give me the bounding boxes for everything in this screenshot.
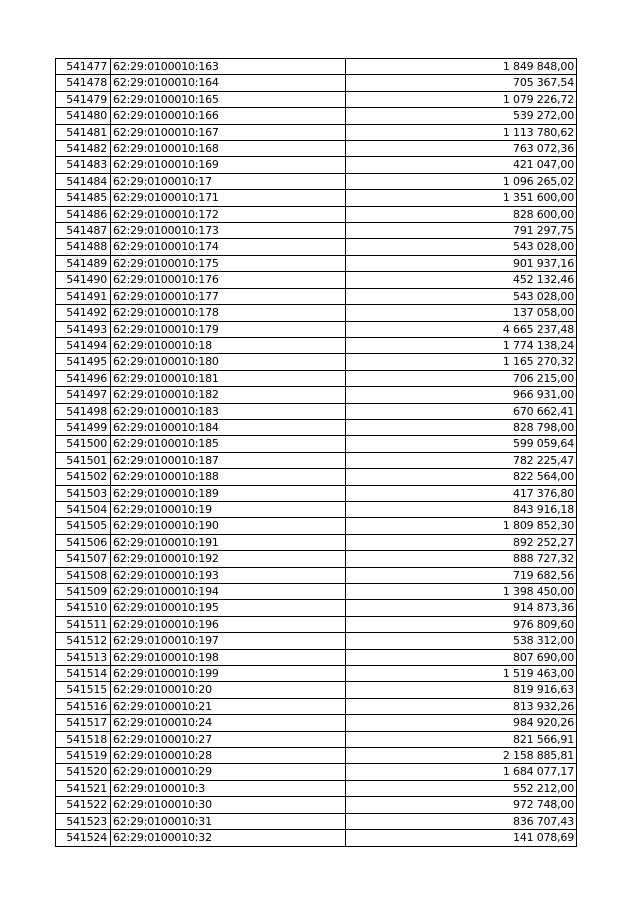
row-id-cell: 541513 [56,649,111,665]
row-id-cell: 541478 [56,75,111,91]
row-id-cell: 541484 [56,173,111,189]
cadastral-value-cell: 1 079 226,72 [346,91,577,107]
cadastral-number-cell: 62:29:0100010:24 [111,715,346,731]
cadastral-value-cell: 901 937,16 [346,255,577,271]
row-id-cell: 541487 [56,223,111,239]
row-id-cell: 541490 [56,272,111,288]
cadastral-number-cell: 62:29:0100010:181 [111,370,346,386]
cadastral-number-cell: 62:29:0100010:188 [111,469,346,485]
cadastral-number-cell: 62:29:0100010:187 [111,452,346,468]
row-id-cell: 541499 [56,419,111,435]
cadastral-value-cell: 705 367,54 [346,75,577,91]
table-row [56,584,577,600]
cadastral-value-cell: 552 212,00 [346,780,577,796]
table-row [56,830,577,846]
table-row [56,682,577,698]
cadastral-value-cell: 984 920,26 [346,715,577,731]
table-row [56,403,577,419]
row-id-cell: 541492 [56,305,111,321]
row-id-cell: 541483 [56,157,111,173]
cadastral-value-cell: 1 809 852,30 [346,518,577,534]
cadastral-number-cell: 62:29:0100010:30 [111,797,346,813]
cadastral-value-cell: 822 564,00 [346,469,577,485]
cadastral-number-cell: 62:29:0100010:192 [111,551,346,567]
cadastral-value-cell: 828 798,00 [346,419,577,435]
cadastral-number-cell: 62:29:0100010:191 [111,534,346,550]
cadastral-value-cell: 1 849 848,00 [346,59,577,75]
cadastral-value-cell: 836 707,43 [346,813,577,829]
row-id-cell: 541498 [56,403,111,419]
row-id-cell: 541507 [56,551,111,567]
table-row [56,59,577,75]
row-id-cell: 541503 [56,485,111,501]
cadastral-value-cell: 538 312,00 [346,633,577,649]
cadastral-value-cell: 1 096 265,02 [346,173,577,189]
table-row [56,91,577,107]
cadastral-number-cell: 62:29:0100010:164 [111,75,346,91]
table-row [56,173,577,189]
cadastral-number-cell: 62:29:0100010:178 [111,305,346,321]
cadastral-number-cell: 62:29:0100010:189 [111,485,346,501]
table-row [56,469,577,485]
row-id-cell: 541493 [56,321,111,337]
table-row [56,551,577,567]
cadastral-number-cell: 62:29:0100010:177 [111,288,346,304]
cadastral-number-cell: 62:29:0100010:175 [111,255,346,271]
row-id-cell: 541477 [56,59,111,75]
row-id-cell: 541504 [56,501,111,517]
cadastral-number-cell: 62:29:0100010:185 [111,436,346,452]
row-id-cell: 541506 [56,534,111,550]
cadastral-value-cell: 843 916,18 [346,501,577,517]
cadastral-value-cell: 828 600,00 [346,206,577,222]
row-id-cell: 541491 [56,288,111,304]
table-row [56,75,577,91]
cadastral-number-cell: 62:29:0100010:165 [111,91,346,107]
cadastral-number-cell: 62:29:0100010:199 [111,666,346,682]
row-id-cell: 541515 [56,682,111,698]
cadastral-value-cell: 141 078,69 [346,830,577,846]
cadastral-value-table [55,58,577,847]
row-id-cell: 541518 [56,731,111,747]
row-id-cell: 541502 [56,469,111,485]
table-row [56,370,577,386]
cadastral-number-cell: 62:29:0100010:197 [111,633,346,649]
table-row [56,387,577,403]
table-row [56,419,577,435]
cadastral-number-cell: 62:29:0100010:183 [111,403,346,419]
table-row [56,354,577,370]
cadastral-number-cell: 62:29:0100010:166 [111,108,346,124]
row-id-cell: 541482 [56,141,111,157]
row-id-cell: 541496 [56,370,111,386]
cadastral-number-cell: 62:29:0100010:171 [111,190,346,206]
row-id-cell: 541480 [56,108,111,124]
cadastral-value-cell: 670 662,41 [346,403,577,419]
cadastral-number-cell: 62:29:0100010:184 [111,419,346,435]
cadastral-number-cell: 62:29:0100010:28 [111,748,346,764]
table-row [56,141,577,157]
table-row [56,337,577,353]
cadastral-number-cell: 62:29:0100010:174 [111,239,346,255]
row-id-cell: 541517 [56,715,111,731]
cadastral-number-cell: 62:29:0100010:193 [111,567,346,583]
cadastral-number-cell: 62:29:0100010:19 [111,501,346,517]
cadastral-value-cell: 543 028,00 [346,288,577,304]
table-row [56,666,577,682]
cadastral-value-cell: 972 748,00 [346,797,577,813]
cadastral-number-cell: 62:29:0100010:31 [111,813,346,829]
cadastral-number-cell: 62:29:0100010:179 [111,321,346,337]
cadastral-value-cell: 888 727,32 [346,551,577,567]
table-row [56,518,577,534]
table-row [56,731,577,747]
table-row [56,436,577,452]
cadastral-value-cell: 1 351 600,00 [346,190,577,206]
cadastral-number-cell: 62:29:0100010:198 [111,649,346,665]
row-id-cell: 541511 [56,616,111,632]
row-id-cell: 541512 [56,633,111,649]
table-row [56,764,577,780]
table-row [56,534,577,550]
row-id-cell: 541481 [56,124,111,140]
cadastral-number-cell: 62:29:0100010:182 [111,387,346,403]
row-id-cell: 541501 [56,452,111,468]
row-id-cell: 541500 [56,436,111,452]
row-id-cell: 541486 [56,206,111,222]
row-id-cell: 541509 [56,584,111,600]
table-row [56,797,577,813]
cadastral-value-cell: 706 215,00 [346,370,577,386]
row-id-cell: 541523 [56,813,111,829]
row-id-cell: 541479 [56,91,111,107]
cadastral-number-cell: 62:29:0100010:169 [111,157,346,173]
row-id-cell: 541522 [56,797,111,813]
cadastral-number-cell: 62:29:0100010:176 [111,272,346,288]
table-row [56,501,577,517]
cadastral-value-cell: 782 225,47 [346,452,577,468]
cadastral-number-cell: 62:29:0100010:18 [111,337,346,353]
cadastral-number-cell: 62:29:0100010:21 [111,698,346,714]
table-row [56,206,577,222]
cadastral-value-cell: 452 132,46 [346,272,577,288]
table-row [56,600,577,616]
table-row [56,288,577,304]
cadastral-value-cell: 421 047,00 [346,157,577,173]
cadastral-value-cell: 966 931,00 [346,387,577,403]
table-row [56,813,577,829]
cadastral-value-cell: 819 916,63 [346,682,577,698]
cadastral-value-cell: 1 774 138,24 [346,337,577,353]
table-row [56,157,577,173]
cadastral-value-cell: 719 682,56 [346,567,577,583]
table-row [56,649,577,665]
cadastral-value-cell: 1 519 463,00 [346,666,577,682]
table-row [56,223,577,239]
table-row [56,698,577,714]
cadastral-number-cell: 62:29:0100010:190 [111,518,346,534]
cadastral-number-cell: 62:29:0100010:32 [111,830,346,846]
cadastral-number-cell: 62:29:0100010:173 [111,223,346,239]
cadastral-value-cell: 892 252,27 [346,534,577,550]
cadastral-number-cell: 62:29:0100010:17 [111,173,346,189]
row-id-cell: 541495 [56,354,111,370]
table-row [56,255,577,271]
cadastral-number-cell: 62:29:0100010:163 [111,59,346,75]
table-row [56,305,577,321]
table-row [56,748,577,764]
cadastral-value-cell: 137 058,00 [346,305,577,321]
row-id-cell: 541508 [56,567,111,583]
cadastral-value-cell: 976 809,60 [346,616,577,632]
cadastral-number-cell: 62:29:0100010:196 [111,616,346,632]
row-id-cell: 541494 [56,337,111,353]
table-row [56,239,577,255]
row-id-cell: 541519 [56,748,111,764]
cadastral-value-cell: 1 165 270,32 [346,354,577,370]
cadastral-number-cell: 62:29:0100010:194 [111,584,346,600]
row-id-cell: 541485 [56,190,111,206]
cadastral-value-cell: 1 113 780,62 [346,124,577,140]
cadastral-value-cell: 763 072,36 [346,141,577,157]
table-row [56,715,577,731]
cadastral-value-cell: 1 398 450,00 [346,584,577,600]
table-row [56,272,577,288]
cadastral-value-cell: 821 566,91 [346,731,577,747]
table-row [56,452,577,468]
cadastral-number-cell: 62:29:0100010:168 [111,141,346,157]
cadastral-value-cell: 599 059,64 [346,436,577,452]
row-id-cell: 541497 [56,387,111,403]
cadastral-value-cell: 417 376,80 [346,485,577,501]
cadastral-number-cell: 62:29:0100010:167 [111,124,346,140]
row-id-cell: 541520 [56,764,111,780]
row-id-cell: 541514 [56,666,111,682]
table-row [56,616,577,632]
table-body [56,59,577,847]
table-row [56,567,577,583]
cadastral-value-cell: 914 873,36 [346,600,577,616]
cadastral-value-cell: 2 158 885,81 [346,748,577,764]
cadastral-value-cell: 539 272,00 [346,108,577,124]
cadastral-value-cell: 807 690,00 [346,649,577,665]
cadastral-number-cell: 62:29:0100010:29 [111,764,346,780]
cadastral-number-cell: 62:29:0100010:180 [111,354,346,370]
cadastral-value-cell: 4 665 237,48 [346,321,577,337]
cadastral-value-cell: 791 297,75 [346,223,577,239]
cadastral-value-cell: 543 028,00 [346,239,577,255]
cadastral-value-cell: 813 932,26 [346,698,577,714]
table-row [56,485,577,501]
cadastral-number-cell: 62:29:0100010:195 [111,600,346,616]
row-id-cell: 541488 [56,239,111,255]
row-id-cell: 541521 [56,780,111,796]
cadastral-number-cell: 62:29:0100010:172 [111,206,346,222]
row-id-cell: 541510 [56,600,111,616]
row-id-cell: 541516 [56,698,111,714]
table-row [56,633,577,649]
table-row [56,190,577,206]
table-row [56,124,577,140]
row-id-cell: 541524 [56,830,111,846]
cadastral-number-cell: 62:29:0100010:3 [111,780,346,796]
row-id-cell: 541489 [56,255,111,271]
table-row [56,780,577,796]
table-row [56,321,577,337]
row-id-cell: 541505 [56,518,111,534]
table-row [56,108,577,124]
cadastral-number-cell: 62:29:0100010:20 [111,682,346,698]
cadastral-number-cell: 62:29:0100010:27 [111,731,346,747]
cadastral-value-cell: 1 684 077,17 [346,764,577,780]
